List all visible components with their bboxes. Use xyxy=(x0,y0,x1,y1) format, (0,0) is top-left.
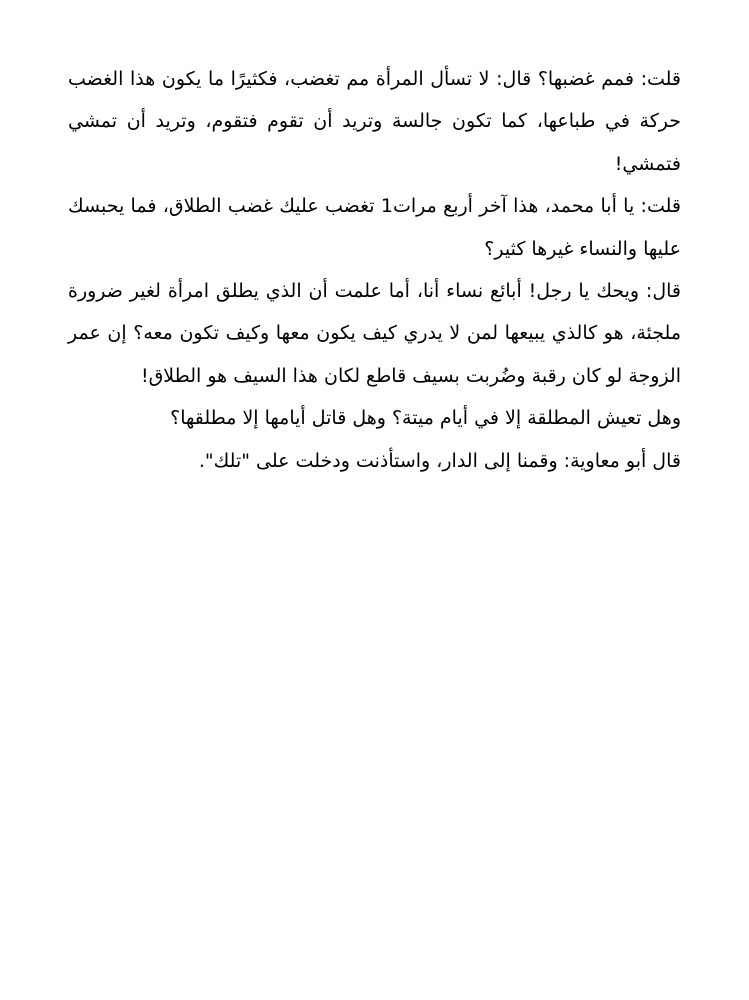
paragraph-2: قلت: يا أبا محمد، هذا آخر أربع مرات1 تغضب عليك غضب الطلاق، فما يحبسك عليها والنساء غيرها كثير؟ xyxy=(68,195,681,260)
paragraph-4: وهل تعيش المطلقة إلا في أيام ميتة؟ وهل قاتل أيامها إلا مطلقها؟ xyxy=(170,407,681,430)
paragraph-5: قال أبو معاوية: وقمنا إلى الدار، واستأذنت ودخلت على "تلك". xyxy=(198,449,681,472)
paragraph-1: قلت: فمم غضبها؟ قال: لا تسأل المرأة مم تغضب، فكثيرًا ما يكون هذا الغضب حركة في طباعها، كما تكون جالسة وتريد أن تقوم فتقوم، وتريد أن تمشي فتمشي! xyxy=(68,68,681,175)
document-page xyxy=(68,58,681,482)
paragraph-3: قال: ويحك يا رجل! أبائع نساء أنا، أما علمت أن الذي يطلق امرأة لغير ضرورة ملجئة، هو كالذي يبيعها لمن لا يدري كيف يكون معها وكيف تكون معه؟ إن عمر الزوجة لو كان رقبة وضُربت بسيف قاطع لكان هذا السيف هو الطلاق! xyxy=(68,280,681,387)
